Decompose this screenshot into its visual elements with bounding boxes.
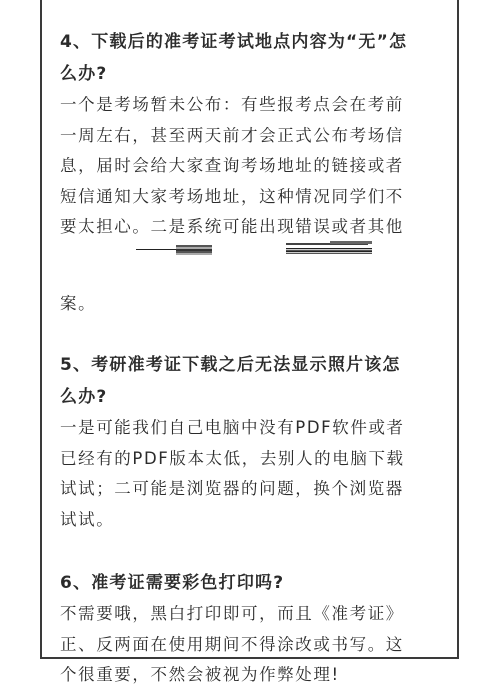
answer-4-line-3: 息，届时会给大家查询考场地址的链接或者	[60, 156, 404, 175]
faq-section-6	[60, 567, 446, 691]
question-4-line-2: 么办?	[60, 64, 108, 84]
answer-6-line-1: 不需要哦，黑白打印即可，而且《准考证》	[60, 604, 404, 623]
answer-4-tail: 案。	[60, 293, 97, 313]
article-content	[60, 26, 446, 691]
answer-6-line-3: 个很重要，不然会被视为作弊处理!	[60, 665, 340, 684]
question-6-line-1: 6、准考证需要彩色打印吗?	[60, 573, 285, 593]
answer-4-line-5: 要太担心。二是系统可能出现错误或者其他	[60, 217, 404, 236]
question-5-line-2: 么办?	[60, 387, 108, 407]
answer-4-line-2: 一周左右，甚至两天前才会正式公布考场信	[60, 125, 404, 145]
rendering-glitch	[60, 243, 446, 289]
answer-4-line-4: 短信通知大家考场地址，这种情况同学们不	[60, 186, 404, 206]
answer-5-line-4: 试试。	[60, 509, 115, 529]
answer-6-line-2: 正、反两面在使用期间不得涂改或书写。这	[60, 634, 404, 654]
answer-5-line-3: 试试；二可能是浏览器的问题，换个浏览器	[60, 479, 404, 498]
answer-5-line-1: 一是可能我们自己电脑中没有PDF软件或者	[60, 418, 405, 437]
faq-section-5	[60, 349, 446, 535]
question-5-line-1: 5、考研准考证下载之后无法显示照片该怎	[60, 355, 401, 375]
faq-section-4	[60, 26, 446, 319]
answer-5-line-2: 已经有的PDF版本太低，去别人的电脑下载	[60, 448, 405, 468]
question-4-line-1: 4、下载后的准考证考试地点内容为“无”怎	[60, 32, 408, 52]
answer-4-line-1: 一个是考场暂未公布：有些报考点会在考前	[60, 95, 404, 114]
